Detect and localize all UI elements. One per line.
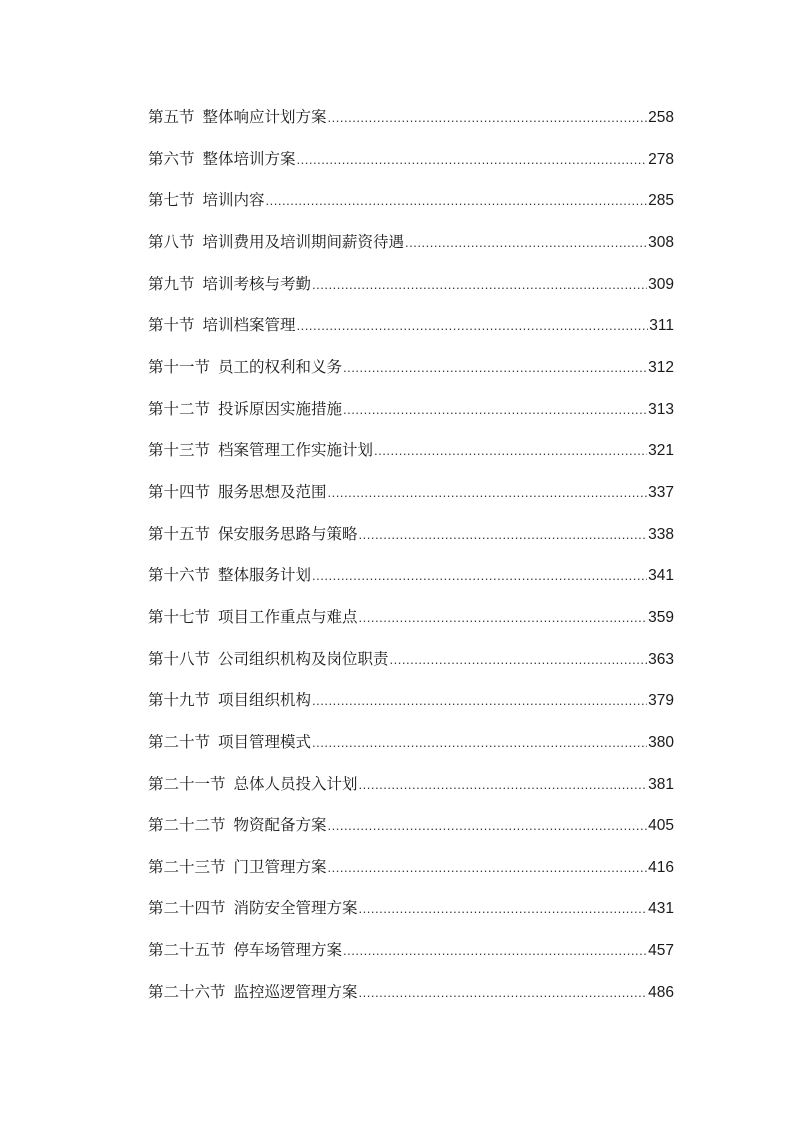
dot-leader (343, 360, 647, 375)
toc-entry-title: 投诉原因实施措施 (218, 399, 343, 418)
toc-entry[interactable] (148, 980, 674, 1022)
toc-entry[interactable] (148, 355, 674, 397)
dot-leader (328, 485, 648, 500)
toc-entry-title: 服务思想及范围 (218, 482, 327, 501)
toc-entry[interactable] (148, 522, 674, 564)
toc-page-number: 431 (648, 900, 674, 918)
toc-entry[interactable] (148, 272, 674, 314)
toc-entry-title: 项目工作重点与难点 (218, 607, 358, 626)
toc-entry[interactable] (148, 688, 674, 730)
toc-page-number: 337 (648, 483, 674, 501)
toc-section-number: 第十六节 (148, 566, 211, 585)
dot-leader (328, 110, 648, 125)
toc-section-number: 第八节 (148, 232, 195, 251)
dot-leader (359, 901, 648, 916)
toc-section-number: 第二十三节 (148, 857, 226, 876)
toc-entry-title: 项目管理模式 (218, 732, 312, 751)
toc-section-number: 第十二节 (148, 399, 211, 418)
toc-page-number: 416 (648, 858, 674, 876)
toc-entry-title: 停车场管理方案 (233, 941, 343, 960)
toc-entry[interactable] (148, 313, 674, 355)
toc-page-number: 405 (648, 817, 674, 835)
toc-entry[interactable] (148, 188, 674, 230)
toc-entry[interactable] (148, 605, 674, 647)
dot-leader (390, 652, 648, 667)
dot-leader (312, 568, 647, 583)
toc-entry[interactable] (148, 105, 674, 147)
toc-entry[interactable] (148, 480, 674, 522)
toc-section-number: 第十九节 (148, 691, 211, 710)
toc-page-number: 312 (648, 358, 674, 376)
dot-leader (297, 152, 648, 167)
toc-section-number: 第十一节 (148, 357, 211, 376)
toc-section-number: 第二十一节 (148, 774, 226, 793)
dot-leader (312, 693, 647, 708)
toc-entry[interactable] (148, 938, 674, 980)
toc-page-number: 309 (648, 275, 674, 293)
toc-section-number: 第十节 (148, 316, 195, 335)
dot-leader (343, 402, 647, 417)
toc-section-number: 第五节 (148, 108, 195, 126)
toc-page-number: 381 (648, 775, 674, 793)
toc-entry-title: 整体服务计划 (218, 566, 312, 585)
toc-page-number: 311 (649, 317, 674, 335)
toc-page-number: 313 (648, 400, 674, 418)
toc-entry-title: 培训费用及培训期间薪资待遇 (202, 232, 405, 251)
dot-leader (328, 860, 648, 875)
toc-section-number: 第十七节 (148, 607, 211, 626)
table-of-contents (148, 105, 674, 1021)
toc-entry[interactable] (148, 730, 674, 772)
toc-entry[interactable] (148, 230, 674, 272)
toc-entry-title: 消防安全管理方案 (233, 899, 358, 918)
dot-leader (312, 277, 647, 292)
toc-entry[interactable] (148, 397, 674, 439)
toc-section-number: 第十三节 (148, 441, 211, 460)
toc-entry-title: 物资配备方案 (233, 816, 327, 835)
toc-entry[interactable] (148, 147, 674, 189)
toc-entry[interactable] (148, 563, 674, 605)
toc-section-number: 第九节 (148, 274, 195, 293)
toc-page-number: 338 (648, 525, 674, 543)
toc-entry[interactable] (148, 813, 674, 855)
toc-section-number: 第十五节 (148, 524, 211, 543)
toc-entry-title: 总体人员投入计划 (233, 774, 358, 793)
toc-entry-title: 监控巡逻管理方案 (233, 982, 358, 1001)
toc-page-number: 321 (648, 442, 674, 460)
toc-entry-title: 整体培训方案 (202, 149, 296, 168)
dot-leader (343, 943, 647, 958)
toc-entry-title: 保安服务思路与策略 (218, 524, 358, 543)
toc-page-number: 359 (648, 608, 674, 626)
dot-leader (359, 610, 648, 625)
toc-entry[interactable] (148, 896, 674, 938)
toc-section-number: 第二十六节 (148, 982, 226, 1001)
toc-page-number: 308 (648, 233, 674, 251)
toc-entry-title: 培训考核与考勤 (202, 274, 312, 293)
dot-leader (374, 443, 647, 458)
dot-leader (359, 777, 648, 792)
toc-entry-title: 培训档案管理 (202, 316, 296, 335)
dot-leader (266, 193, 648, 208)
toc-page-number: 379 (648, 692, 674, 710)
toc-section-number: 第二十五节 (148, 941, 226, 960)
toc-entry-title: 项目组织机构 (218, 691, 312, 710)
toc-entry[interactable] (148, 438, 674, 480)
toc-entry-title: 整体响应计划方案 (202, 108, 327, 126)
toc-page-number: 341 (648, 567, 674, 585)
toc-entry-title: 门卫管理方案 (233, 857, 327, 876)
dot-leader (405, 235, 647, 250)
toc-section-number: 第二十四节 (148, 899, 226, 918)
toc-section-number: 第十四节 (148, 482, 211, 501)
toc-section-number: 第六节 (148, 149, 195, 168)
dot-leader (328, 818, 648, 833)
toc-section-number: 第十八节 (148, 649, 211, 668)
toc-entry[interactable] (148, 855, 674, 897)
toc-section-number: 第七节 (148, 191, 195, 210)
dot-leader (297, 318, 649, 333)
dot-leader (359, 527, 648, 542)
toc-page-number: 380 (648, 733, 674, 751)
toc-entry[interactable] (148, 647, 674, 689)
toc-page-number: 258 (648, 109, 674, 126)
toc-page-number: 285 (648, 192, 674, 210)
toc-section-number: 第二十节 (148, 732, 211, 751)
toc-entry[interactable] (148, 772, 674, 814)
toc-page-number: 457 (648, 942, 674, 960)
toc-page-number: 363 (648, 650, 674, 668)
toc-entry-title: 档案管理工作实施计划 (218, 441, 374, 460)
toc-entry-title: 员工的权利和义务 (218, 357, 343, 376)
toc-entry-title: 培训内容 (202, 191, 265, 210)
toc-page-number: 486 (648, 983, 674, 1001)
dot-leader (359, 985, 648, 1000)
toc-page-number: 278 (648, 150, 674, 168)
toc-entry-title: 公司组织机构及岗位职责 (218, 649, 389, 668)
dot-leader (312, 735, 647, 750)
toc-section-number: 第二十二节 (148, 816, 226, 835)
